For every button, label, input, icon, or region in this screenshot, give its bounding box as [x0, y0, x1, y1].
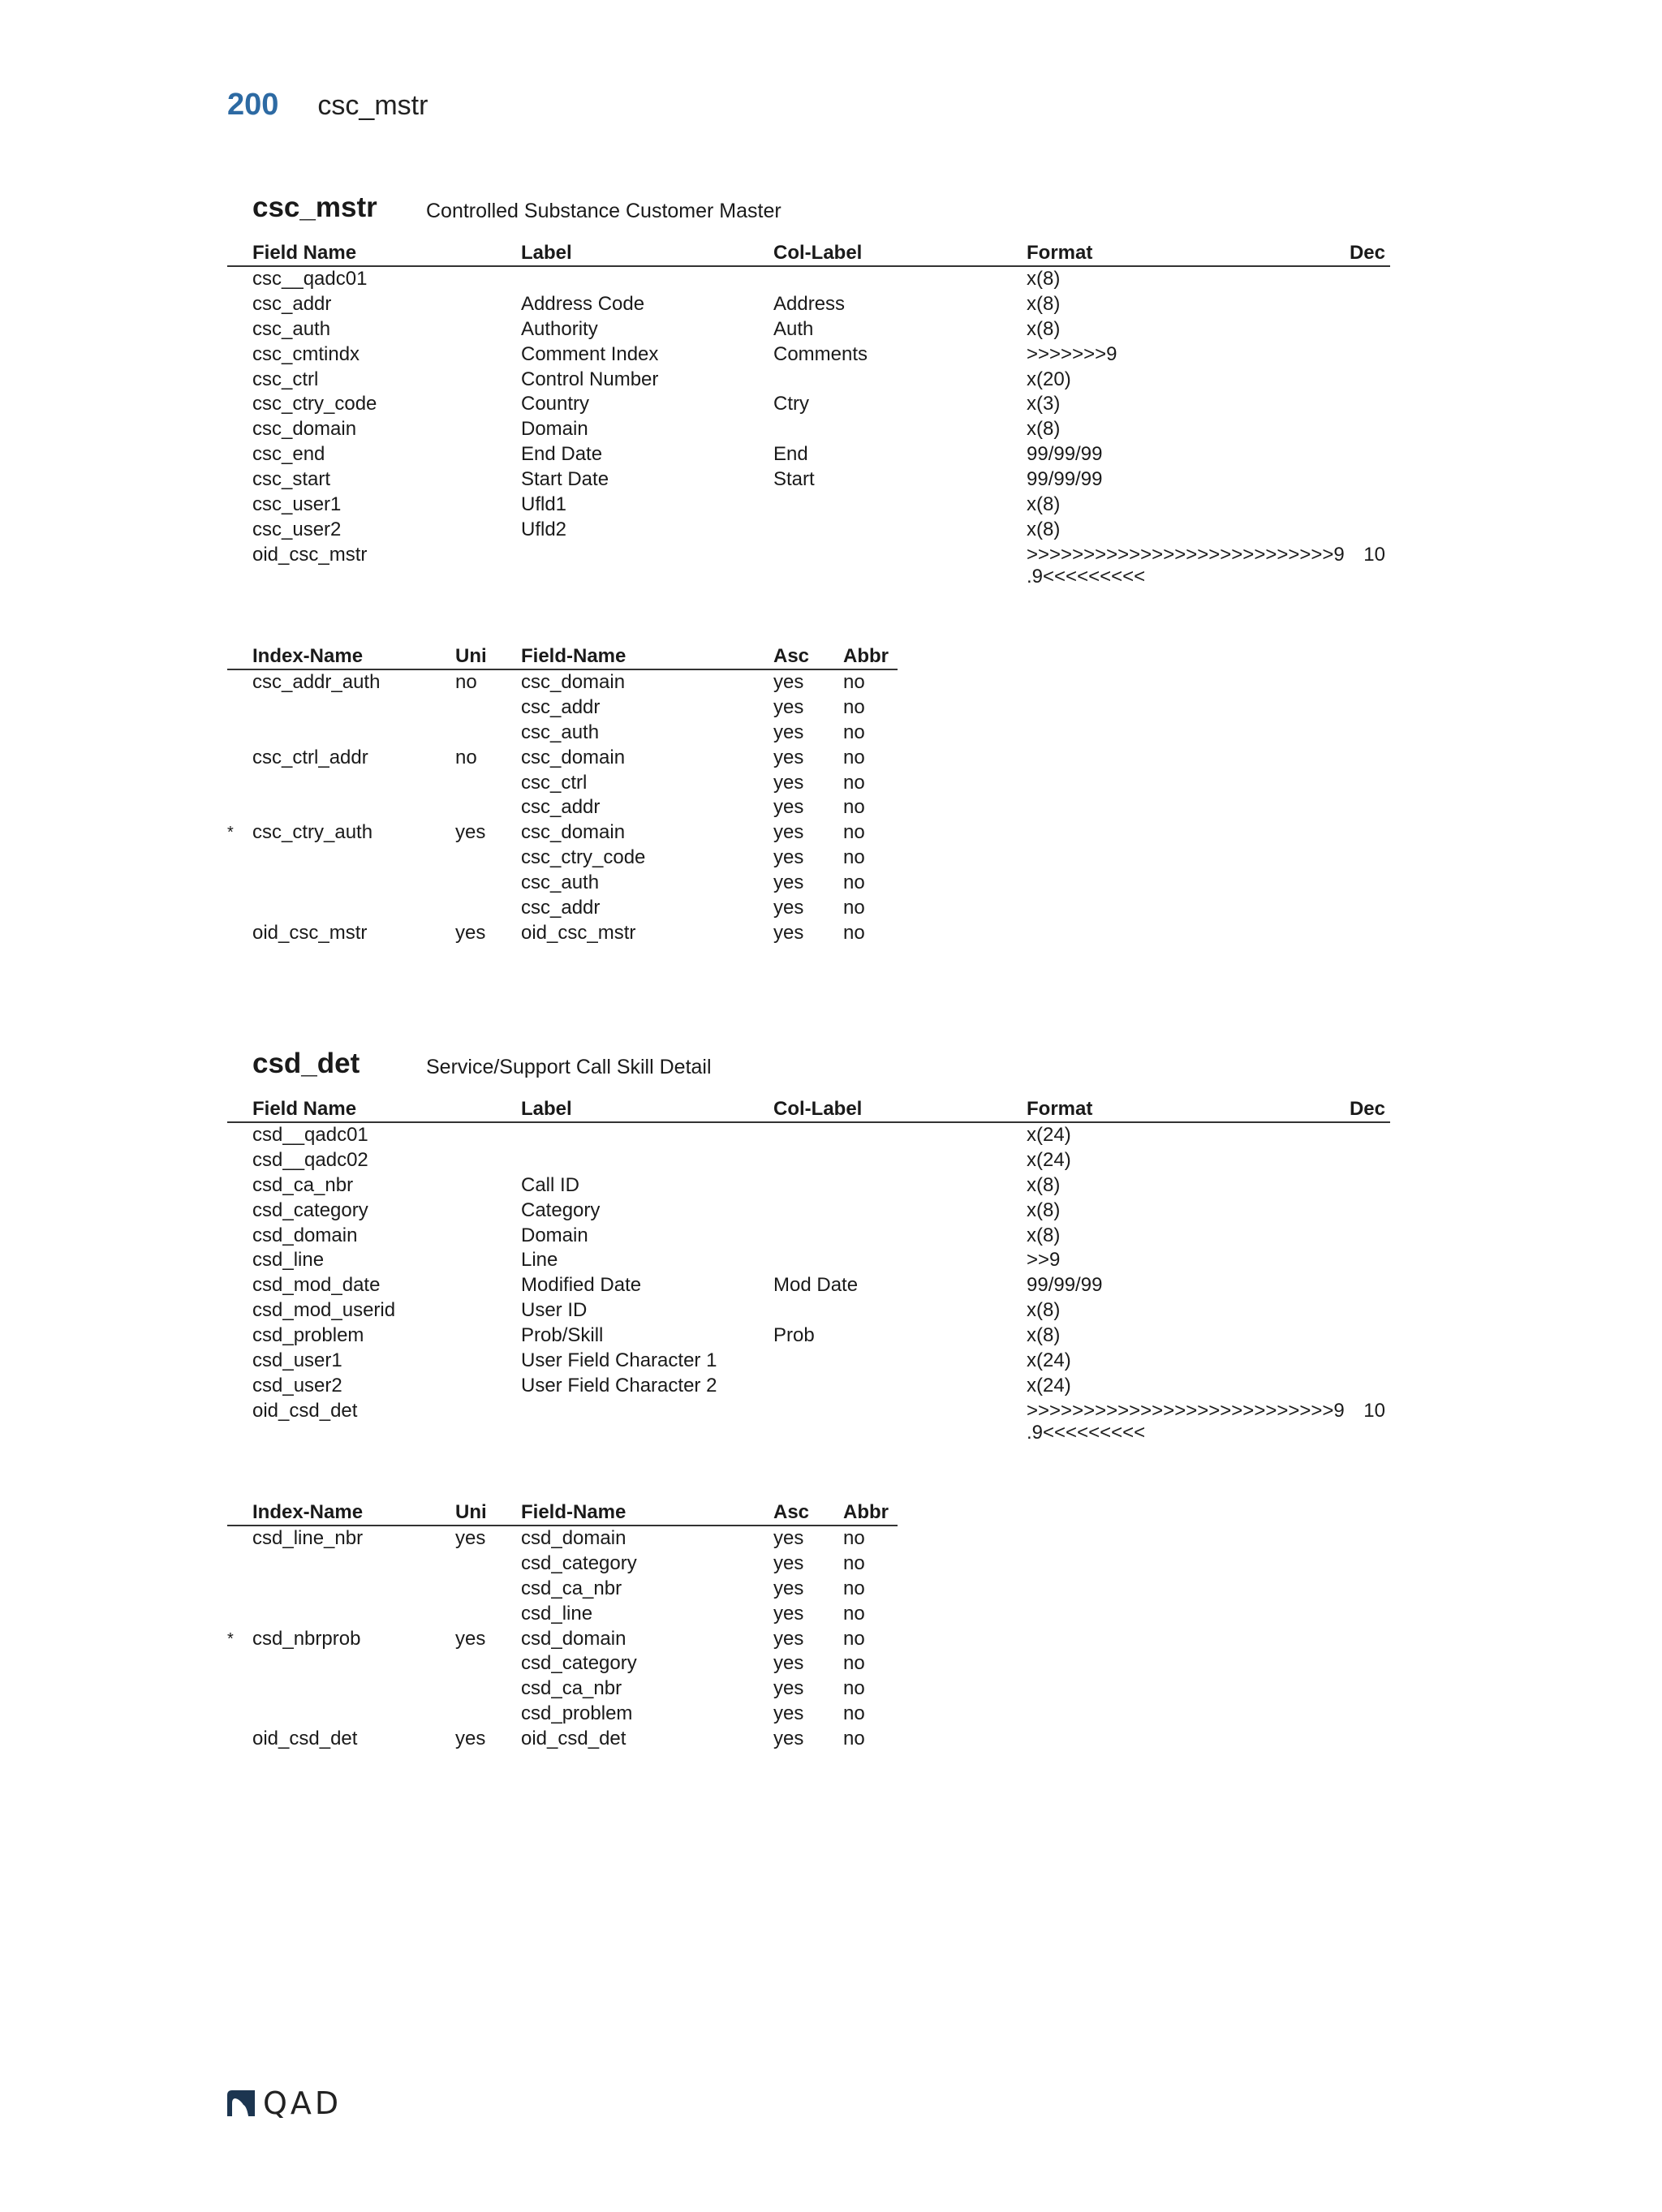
field-label: User ID	[521, 1299, 588, 1322]
field-name: csd__qadc01	[252, 1124, 368, 1146]
table-row	[227, 1273, 1390, 1298]
field-format: >>>>>>>9	[1027, 342, 1117, 365]
index-field-name: csc_auth	[521, 721, 600, 743]
index-field-name: csd_ca_nbr	[521, 1677, 622, 1700]
table-row	[227, 342, 1390, 368]
field-name: csd__qadc02	[252, 1148, 368, 1171]
index-ascending: yes	[773, 796, 804, 819]
field-name: csc_auth	[252, 317, 331, 340]
field-col-label: Ctry	[773, 393, 809, 415]
index-field-name: csc_ctrl	[521, 771, 588, 794]
table-row	[227, 1173, 1390, 1199]
field-format: x(24)	[1027, 1124, 1071, 1146]
abbr-header: Abbr	[843, 645, 889, 667]
table-row	[227, 921, 898, 946]
index-field-name: csc_domain	[521, 821, 626, 844]
index-field-name: csc_domain	[521, 671, 626, 693]
table-row	[227, 1199, 1390, 1224]
field-format: x(8)	[1027, 1173, 1061, 1196]
field-label: Country	[521, 393, 590, 415]
table-row	[227, 896, 898, 921]
uni-header: Uni	[455, 645, 487, 667]
col-label-header: Col-Label	[773, 1098, 863, 1120]
table-row	[227, 1676, 898, 1702]
table-name: csc_mstr	[252, 192, 377, 223]
logo-text: QAD	[263, 2085, 342, 2121]
index-field-name: csd_line	[521, 1602, 593, 1625]
asc-header: Asc	[773, 1501, 810, 1523]
field-format: x(8)	[1027, 493, 1061, 516]
field-table-header	[227, 241, 1390, 267]
index-ascending: yes	[773, 746, 804, 768]
index-ascending: yes	[773, 721, 804, 743]
index-ascending: yes	[773, 1577, 804, 1599]
table-row	[227, 1323, 1390, 1349]
table-row	[227, 543, 1390, 587]
index-abbreviated: no	[843, 897, 865, 919]
index-field-name: csd_problem	[521, 1702, 633, 1725]
field-label: Control Number	[521, 368, 659, 390]
table-row	[227, 1349, 1390, 1374]
field-table	[227, 1097, 1390, 1444]
index-unique: yes	[455, 921, 486, 944]
page-title: csc_mstr	[317, 90, 428, 121]
index-ascending: yes	[773, 1551, 804, 1574]
index-unique: yes	[455, 821, 486, 844]
index-ascending: yes	[773, 671, 804, 693]
format-header: Format	[1027, 242, 1093, 264]
field-format: x(8)	[1027, 1199, 1061, 1221]
col-label-header: Col-Label	[773, 242, 863, 264]
table-row	[227, 1577, 898, 1602]
field-format: x(8)	[1027, 292, 1061, 315]
field-format: x(8)	[1027, 317, 1061, 340]
index-ascending: yes	[773, 1527, 804, 1549]
index-ascending: yes	[773, 1728, 804, 1750]
field-label: Call ID	[521, 1173, 580, 1196]
index-abbreviated: no	[843, 1677, 865, 1700]
table-title	[252, 192, 781, 224]
field-name: csc_addr	[252, 292, 332, 315]
index-abbreviated: no	[843, 871, 865, 894]
index-unique: no	[455, 671, 477, 693]
field-format: x(24)	[1027, 1148, 1071, 1171]
field-name: csc_user2	[252, 518, 342, 540]
index-ascending: yes	[773, 1602, 804, 1625]
field-label: Ufld2	[521, 518, 567, 540]
index-field-name: oid_csd_det	[521, 1728, 626, 1750]
field-col-label: Address	[773, 292, 846, 315]
field-col-label: Mod Date	[773, 1274, 859, 1297]
index-name: oid_csd_det	[252, 1728, 358, 1750]
table-row	[227, 721, 898, 746]
field-format-continuation: .9<<<<<<<<<	[1027, 565, 1146, 587]
index-unique: yes	[455, 1627, 486, 1650]
field-format: x(24)	[1027, 1374, 1071, 1396]
index-abbreviated: no	[843, 921, 865, 944]
field-name: csc_end	[252, 443, 325, 466]
index-unique: yes	[455, 1728, 486, 1750]
field-name-header: Field Name	[252, 242, 357, 264]
index-field-name: csd_ca_nbr	[521, 1577, 622, 1599]
field-name: csd_mod_date	[252, 1274, 381, 1297]
dec-header: Dec	[1349, 1098, 1385, 1120]
field-name: csc_ctrl	[252, 368, 319, 390]
field-label: Comment Index	[521, 342, 659, 365]
field-label: User Field Character 1	[521, 1349, 717, 1372]
index-field-name: csd_domain	[521, 1527, 626, 1549]
index-name: csc_addr_auth	[252, 671, 381, 693]
format-header: Format	[1027, 1098, 1093, 1120]
table-row	[227, 1374, 1390, 1399]
index-name: csc_ctrl_addr	[252, 746, 368, 768]
table-row	[227, 493, 1390, 518]
field-label: Prob/Skill	[521, 1324, 604, 1347]
field-format: x(8)	[1027, 1224, 1061, 1246]
index-ascending: yes	[773, 921, 804, 944]
index-abbreviated: no	[843, 1602, 865, 1625]
primary-index-marker: *	[227, 1629, 234, 1648]
index-unique: yes	[455, 1527, 486, 1549]
field-format: >>>>>>>>>>>>>>>>>>>>>>>>>>>9	[1027, 1399, 1345, 1422]
field-name: csd_user2	[252, 1374, 342, 1396]
index-abbreviated: no	[843, 671, 865, 693]
field-col-label: End	[773, 443, 808, 466]
field-name: csc_user1	[252, 493, 342, 516]
field-format: x(8)	[1027, 1299, 1061, 1322]
index-ascending: yes	[773, 1702, 804, 1725]
index-table-header	[227, 644, 898, 670]
field-label: Address Code	[521, 292, 645, 315]
field-name-header: Field-Name	[521, 1501, 626, 1523]
table-row	[227, 1224, 1390, 1249]
abbr-header: Abbr	[843, 1501, 889, 1523]
asc-header: Asc	[773, 645, 810, 667]
field-name: csc__qadc01	[252, 268, 368, 290]
index-ascending: yes	[773, 897, 804, 919]
field-name: oid_csc_mstr	[252, 543, 368, 566]
table-description: Controlled Substance Customer Master	[426, 200, 781, 222]
index-ascending: yes	[773, 1627, 804, 1650]
field-col-label: Prob	[773, 1324, 815, 1347]
field-table	[227, 241, 1390, 587]
table-row	[227, 746, 898, 771]
index-name: csd_line_nbr	[252, 1527, 364, 1549]
label-header: Label	[521, 1098, 572, 1120]
index-name: csd_nbrprob	[252, 1627, 361, 1650]
table-row	[227, 871, 898, 896]
field-format: >>>>>>>>>>>>>>>>>>>>>>>>>>>9	[1027, 543, 1345, 566]
index-abbreviated: no	[843, 695, 865, 718]
table-title	[252, 1048, 712, 1080]
field-label: End Date	[521, 443, 603, 466]
table-row	[227, 1702, 898, 1727]
index-ascending: yes	[773, 821, 804, 844]
index-field-name: csc_ctry_code	[521, 846, 646, 869]
qad-logo-icon	[226, 2089, 256, 2118]
table-row	[227, 1526, 898, 1551]
field-name: csc_cmtindx	[252, 342, 360, 365]
index-field-name: csc_addr	[521, 695, 601, 718]
field-col-label: Start	[773, 468, 815, 491]
field-label: Start Date	[521, 468, 609, 491]
field-name: csc_start	[252, 468, 331, 491]
table-row	[227, 670, 898, 695]
index-table	[227, 1500, 898, 1752]
index-abbreviated: no	[843, 771, 865, 794]
table-row	[227, 1248, 1390, 1273]
field-format: 99/99/99	[1027, 443, 1103, 466]
index-abbreviated: no	[843, 746, 865, 768]
primary-index-marker: *	[227, 824, 234, 842]
table-row	[227, 1123, 1390, 1148]
table-row	[227, 467, 1390, 493]
field-format: x(8)	[1027, 418, 1061, 441]
table-row	[227, 846, 898, 871]
index-ascending: yes	[773, 1677, 804, 1700]
index-name: oid_csc_mstr	[252, 921, 368, 944]
field-dec: 10	[1363, 543, 1385, 566]
field-format: x(8)	[1027, 518, 1061, 540]
table-row	[227, 1627, 898, 1652]
index-abbreviated: no	[843, 1652, 865, 1675]
index-ascending: yes	[773, 771, 804, 794]
field-format: x(24)	[1027, 1349, 1071, 1372]
index-abbreviated: no	[843, 796, 865, 819]
index-field-name: oid_csc_mstr	[521, 921, 636, 944]
field-label: Domain	[521, 1224, 588, 1246]
index-ascending: yes	[773, 1652, 804, 1675]
index-ascending: yes	[773, 846, 804, 869]
field-format: >>9	[1027, 1249, 1061, 1272]
field-dec: 10	[1363, 1399, 1385, 1422]
label-header: Label	[521, 242, 572, 264]
uni-header: Uni	[455, 1501, 487, 1523]
field-name: csd_domain	[252, 1224, 358, 1246]
table-row	[227, 795, 898, 820]
field-format: x(8)	[1027, 1324, 1061, 1347]
field-name: csd_line	[252, 1249, 325, 1272]
table-row	[227, 1399, 1390, 1444]
field-col-label: Auth	[773, 317, 814, 340]
table-row	[227, 1602, 898, 1627]
index-table	[227, 644, 898, 946]
index-abbreviated: no	[843, 1728, 865, 1750]
index-name-header: Index-Name	[252, 645, 364, 667]
field-label: Ufld1	[521, 493, 567, 516]
index-field-name: csc_addr	[521, 897, 601, 919]
index-field-name: csc_domain	[521, 746, 626, 768]
field-name: csc_domain	[252, 418, 357, 441]
field-name-header: Field-Name	[521, 645, 626, 667]
index-field-name: csd_domain	[521, 1627, 626, 1650]
table-row	[227, 368, 1390, 393]
field-name: csd_category	[252, 1199, 368, 1221]
field-label: Authority	[521, 317, 598, 340]
field-label: Category	[521, 1199, 601, 1221]
table-row	[227, 820, 898, 846]
index-table-header	[227, 1500, 898, 1526]
field-col-label: Comments	[773, 342, 868, 365]
index-abbreviated: no	[843, 846, 865, 869]
field-format-continuation: .9<<<<<<<<<	[1027, 1421, 1146, 1444]
field-name-header: Field Name	[252, 1098, 357, 1120]
page-number: 200	[227, 88, 279, 122]
index-abbreviated: no	[843, 721, 865, 743]
field-name: oid_csd_det	[252, 1399, 358, 1422]
index-field-name: csc_addr	[521, 796, 601, 819]
field-label: Domain	[521, 418, 588, 441]
field-name: csd_problem	[252, 1324, 364, 1347]
table-row	[227, 417, 1390, 442]
index-abbreviated: no	[843, 821, 865, 844]
field-format: 99/99/99	[1027, 468, 1103, 491]
field-label: Modified Date	[521, 1274, 642, 1297]
field-format: x(20)	[1027, 368, 1071, 390]
table-row	[227, 1651, 898, 1676]
index-unique: no	[455, 746, 477, 768]
field-table-header	[227, 1097, 1390, 1123]
index-ascending: yes	[773, 695, 804, 718]
table-row	[227, 292, 1390, 317]
page-header	[227, 88, 428, 136]
index-abbreviated: no	[843, 1551, 865, 1574]
table-row	[227, 317, 1390, 342]
table-row	[227, 695, 898, 721]
index-abbreviated: no	[843, 1627, 865, 1650]
field-label: User Field Character 2	[521, 1374, 717, 1396]
field-format: 99/99/99	[1027, 1274, 1103, 1297]
table-row	[227, 1727, 898, 1752]
qad-logo	[226, 2085, 342, 2121]
field-name: csd_ca_nbr	[252, 1173, 354, 1196]
index-field-name: csd_category	[521, 1652, 637, 1675]
table-description: Service/Support Call Skill Detail	[426, 1056, 712, 1078]
table-name: csd_det	[252, 1048, 360, 1079]
field-label: Line	[521, 1249, 558, 1272]
table-row	[227, 1298, 1390, 1323]
table-row	[227, 1551, 898, 1577]
field-format: x(8)	[1027, 268, 1061, 290]
index-ascending: yes	[773, 871, 804, 894]
table-row	[227, 1148, 1390, 1173]
table-row	[227, 518, 1390, 543]
table-row	[227, 267, 1390, 292]
index-abbreviated: no	[843, 1527, 865, 1549]
index-name: csc_ctry_auth	[252, 821, 373, 844]
index-field-name: csc_auth	[521, 871, 600, 894]
index-name-header: Index-Name	[252, 1501, 364, 1523]
index-abbreviated: no	[843, 1702, 865, 1725]
field-name: csc_ctry_code	[252, 393, 377, 415]
table-row	[227, 392, 1390, 417]
field-name: csd_mod_userid	[252, 1299, 396, 1322]
index-field-name: csd_category	[521, 1551, 637, 1574]
table-row	[227, 442, 1390, 467]
field-format: x(3)	[1027, 393, 1061, 415]
field-name: csd_user1	[252, 1349, 342, 1372]
table-row	[227, 771, 898, 796]
index-abbreviated: no	[843, 1577, 865, 1599]
dec-header: Dec	[1349, 242, 1385, 264]
